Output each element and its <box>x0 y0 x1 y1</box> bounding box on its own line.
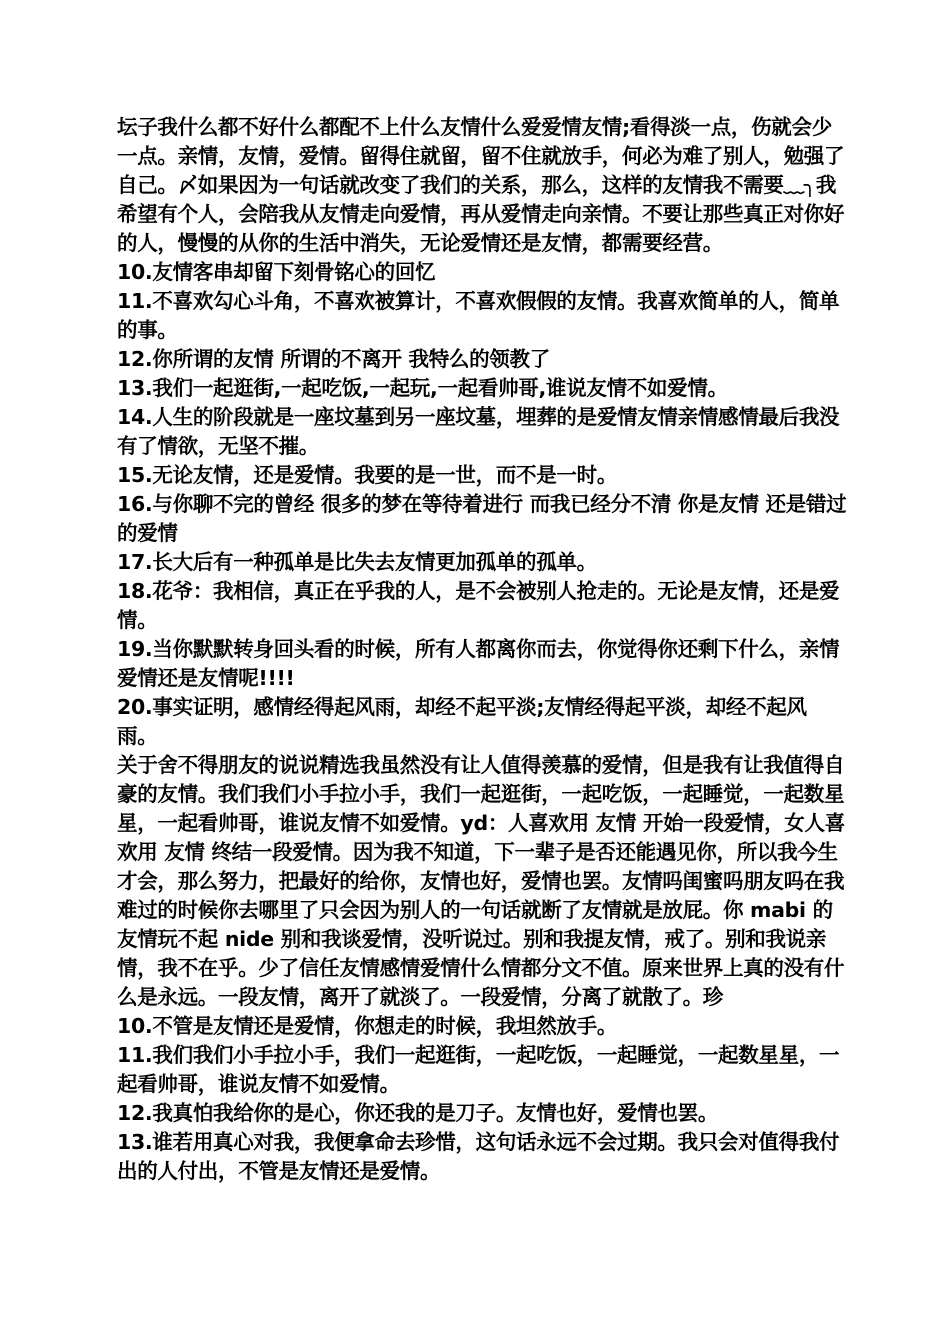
list-item-13: 13.我们一起逛街,一起吃饭,一起玩,一起看帅哥,谁说友情不如爱情。 <box>117 376 728 400</box>
list-item-12-b: 12.我真怕我给你的是心，你还我的是刀子。友情也好，爱情也罢。 <box>117 1101 719 1125</box>
list-item-11-b: 11.我们我们小手拉小手，我们一起逛街，一起吃饭，一起睡觉，一起数星星，一起看帅哥，谁说友情不如爱情。 <box>117 1043 840 1096</box>
list-item-10-b: 10.不管是友情还是爱情，你想走的时候，我坦然放手。 <box>117 1014 618 1038</box>
list-item-12: 12.你所谓的友情 所谓的不离开 我特么的领教了 <box>117 347 550 371</box>
list-item-14: 14.人生的阶段就是一座坟墓到另一座坟墓，埋葬的是爱情友情亲情感情最后我没有了情欲，无坚不摧。 <box>117 405 840 458</box>
section-paragraph: 关于舍不得朋友的说说精选我虽然没有让人值得羡慕的爱情，但是我有让我值得自豪的友情。我们我们小手拉小手，我们一起逛街，一起吃饭，一起睡觉，一起数星星，一起看帅哥，谁说友情不如爱情。yd：人喜欢用 友情 开始一段爱情，女人喜欢用 友情 终结一段爱情。因为我不知道，下一辈子是否还能遇见你，所以我今生才会，那么努力，把最好的给你，友情也好，爱情也罢。友情吗闺蜜吗朋友吗在我难过的时候你去哪里了只会因为别人的一句话就断了友情就是放屁。你 mabi 的友情玩不起 nide 别和我谈爱情，没听说过。别和我提友情，戒了。别和我说亲情，我不在乎。少了信任友情感情爱情什么情都分文不值。原来世界上真的没有什么是永远。一段友情，离开了就淡了。一段爱情，分离了就散了。珍 <box>117 753 845 1009</box>
list-item-18: 18.花爷：我相信，真正在乎我的人，是不会被别人抢走的。无论是友情，还是爱情。 <box>117 579 840 632</box>
list-item-16: 16.与你聊不完的曾经 很多的梦在等待着进行 而我已经分不清 你是友情 还是错过的爱情 <box>117 492 847 545</box>
list-item-17: 17.长大后有一种孤单是比失去友情更加孤单的孤单。 <box>117 550 597 574</box>
list-item-19: 19.当你默默转身回头看的时候，所有人都离你而去，你觉得你还剩下什么，亲情爱情还是友情呢!!!! <box>117 637 840 690</box>
list-item-10: 10.友情客串却留下刻骨铭心的回忆 <box>117 260 436 284</box>
list-item-11: 11.不喜欢勾心斗角，不喜欢被算计，不喜欢假假的友情。我喜欢简单的人，简单的事。 <box>117 289 840 342</box>
list-item-13-b: 13.谁若用真心对我，我便拿命去珍惜，这句话永远不会过期。我只会对值得我付出的人付出，不管是友情还是爱情。 <box>117 1130 840 1183</box>
document-body <box>117 113 847 1186</box>
intro-paragraph: 坛子我什么都不好什么都配不上什么友情什么爱爱情友情;看得淡一点，伤就会少一点。亲情，友情，爱情。留得住就留，留不住就放手，何必为难了别人，勉强了自己。〆如果因为一句话就改变了我们的关系，那么，这样的友情我不需要﹏╮我希望有个人，会陪我从友情走向爱情，再从爱情走向亲情。不要让那些真正对你好的人，慢慢的从你的生活中消失，无论爱情还是友情，都需要经营。 <box>117 115 845 255</box>
list-item-15: 15.无论友情，还是爱情。我要的是一世，而不是一时。 <box>117 463 618 487</box>
list-item-20: 20.事实证明，感情经得起风雨，却经不起平淡;友情经得起平淡，却经不起风雨。 <box>117 695 807 748</box>
